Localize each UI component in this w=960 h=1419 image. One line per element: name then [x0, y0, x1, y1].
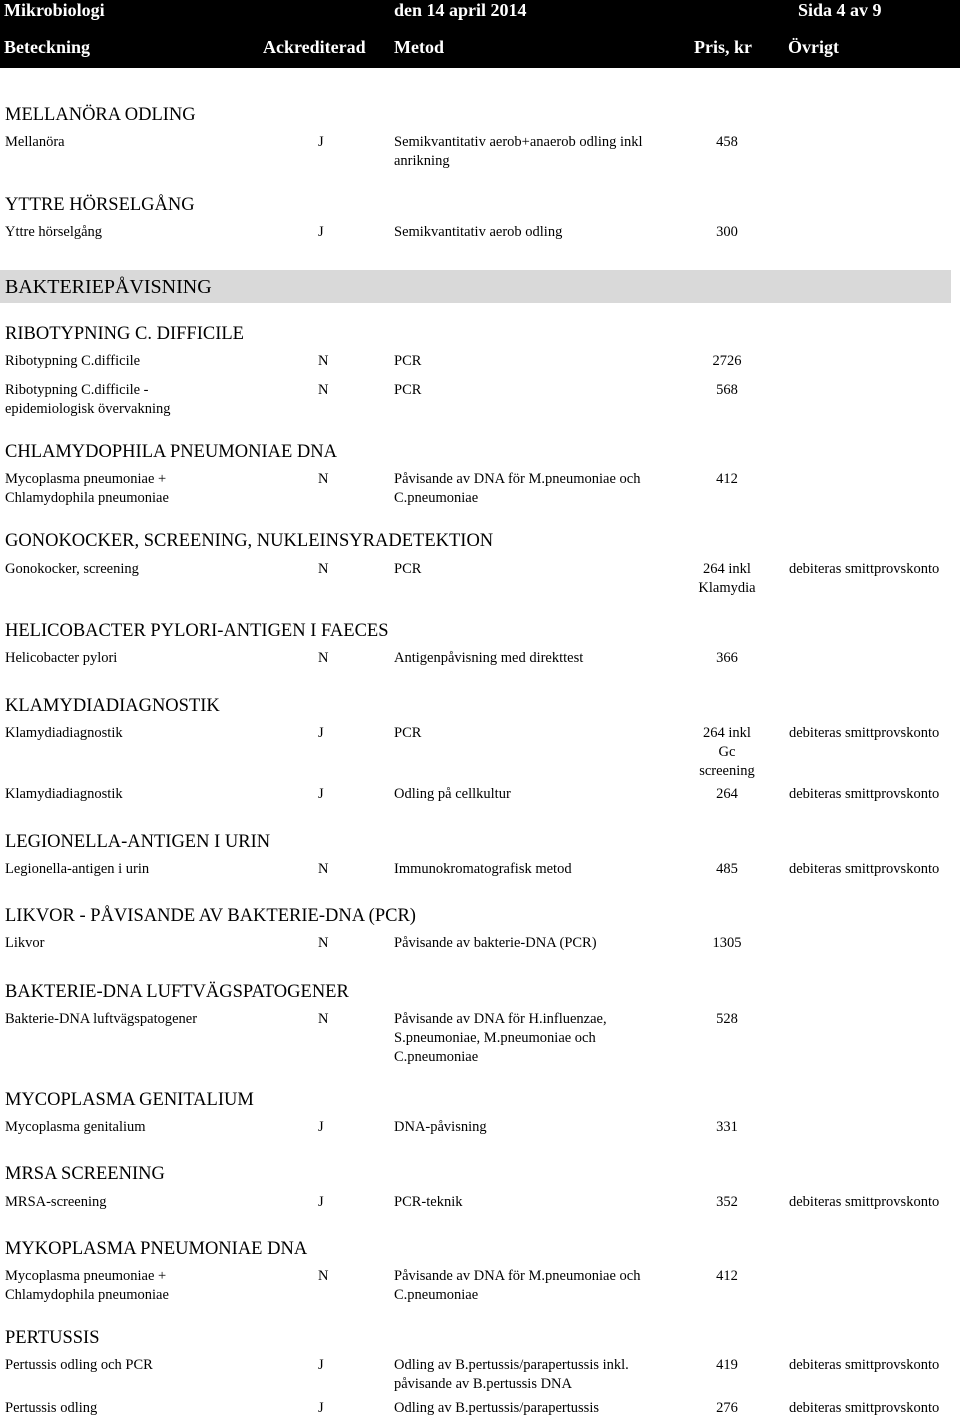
accredited-flag: J: [318, 725, 324, 741]
method-text: Semikvantitativ aerob+anaerob odling inkl anrikning: [394, 134, 643, 169]
column-header-pris: Pris, kr: [694, 37, 752, 57]
accredited-flag: J: [318, 134, 324, 150]
price-value: 276: [716, 1400, 738, 1416]
accredited-flag: J: [318, 1119, 324, 1135]
price-value: 264 inkl Klamydia: [698, 561, 756, 596]
column-header-beteckning: Beteckning: [4, 37, 91, 57]
analysis-name: MRSA-screening: [5, 1194, 107, 1210]
section-title: RIBOTYPNING C. DIFFICILE: [5, 324, 244, 344]
price-value: 458: [716, 134, 738, 150]
page-number: Sida 4 av 9: [798, 0, 882, 20]
method-text: Odling av B.pertussis/parapertussis inkl. påvisande av B.pertussis DNA: [394, 1357, 629, 1392]
analysis-name: Klamydiadiagnostik: [5, 725, 123, 741]
note-text: debiteras smittprovskonto: [789, 725, 940, 741]
price-value: 485: [716, 861, 738, 877]
method-text: Antigenpåvisning med direkttest: [394, 650, 584, 666]
accredited-flag: N: [318, 1268, 329, 1284]
method-text: Odling på cellkultur: [394, 786, 511, 802]
analysis-name: Pertussis odling och PCR: [5, 1357, 153, 1373]
accredited-flag: J: [318, 786, 324, 802]
section-title: YTTRE HÖRSELGÅNG: [5, 195, 195, 215]
analysis-name: Ribotypning C.difficile: [5, 353, 141, 369]
price-value: 528: [716, 1011, 738, 1027]
section-title: CHLAMYDOPHILA PNEUMONIAE DNA: [5, 442, 337, 462]
section-title: BAKTERIE-DNA LUFTVÄGSPATOGENER: [5, 982, 349, 1002]
method-text: Påvisande av bakterie-DNA (PCR): [394, 935, 597, 951]
column-header-metod: Metod: [394, 37, 444, 57]
price-value: 331: [716, 1119, 738, 1135]
section-title: PERTUSSIS: [5, 1328, 100, 1348]
price-value: 2726: [712, 353, 742, 369]
section-title: MYCOPLASMA GENITALIUM: [5, 1090, 254, 1110]
note-text: debiteras smittprovskonto: [789, 1400, 940, 1416]
column-header-ovrigt: Övrigt: [788, 37, 839, 57]
method-text: Semikvantitativ aerob odling: [394, 224, 563, 240]
analysis-name: Likvor: [5, 935, 45, 951]
section-title: MYKOPLASMA PNEUMONIAE DNA: [5, 1239, 308, 1259]
price-value: 264 inkl Gc screening: [699, 725, 755, 779]
column-header-ackrediterad: Ackrediterad: [263, 37, 366, 57]
price-value: 419: [716, 1357, 738, 1373]
accredited-flag: N: [318, 861, 329, 877]
price-value: 300: [716, 224, 738, 240]
analysis-name: Mycoplasma genitalium: [5, 1119, 146, 1135]
price-value: 412: [716, 1268, 738, 1284]
analysis-name: Mellanöra: [5, 134, 65, 150]
method-text: Påvisande av DNA för H.influenzae, S.pneumoniae, M.pneumoniae och C.pneumoniae: [394, 1011, 607, 1065]
note-text: debiteras smittprovskonto: [789, 1194, 940, 1210]
accredited-flag: J: [318, 1400, 324, 1416]
accredited-flag: N: [318, 561, 329, 577]
method-text: DNA-påvisning: [394, 1119, 487, 1135]
accredited-flag: N: [318, 935, 329, 951]
analysis-name: Gonokocker, screening: [5, 561, 139, 577]
section-title: LIKVOR - PÅVISANDE AV BAKTERIE-DNA (PCR): [5, 906, 416, 926]
note-text: debiteras smittprovskonto: [789, 786, 940, 802]
note-text: debiteras smittprovskonto: [789, 1357, 940, 1373]
section-title: MRSA SCREENING: [5, 1164, 165, 1184]
method-text: Immunokromatografisk metod: [394, 861, 572, 877]
accredited-flag: N: [318, 382, 329, 398]
method-text: Odling av B.pertussis/parapertussis: [394, 1400, 599, 1416]
price-value: 366: [716, 650, 738, 666]
method-text: PCR: [394, 353, 422, 369]
section-title: KLAMYDIADIAGNOSTIK: [5, 696, 220, 716]
note-text: debiteras smittprovskonto: [789, 861, 940, 877]
analysis-name: Pertussis odling: [5, 1400, 98, 1416]
document-date: den 14 april 2014: [394, 0, 527, 20]
document-title: Mikrobiologi: [4, 0, 105, 20]
analysis-name: Mycoplasma pneumoniae + Chlamydophila pneumoniae: [5, 1268, 169, 1303]
accredited-flag: J: [318, 1194, 324, 1210]
analysis-name: Mycoplasma pneumoniae + Chlamydophila pneumoniae: [5, 471, 169, 506]
accredited-flag: N: [318, 1011, 329, 1027]
page-header: [0, 0, 960, 68]
price-value: 412: [716, 471, 738, 487]
method-text: Påvisande av DNA för M.pneumoniae och C.pneumoniae: [394, 471, 641, 506]
analysis-name: Helicobacter pylori: [5, 650, 118, 666]
analysis-name: Legionella-antigen i urin: [5, 861, 150, 877]
accredited-flag: N: [318, 471, 329, 487]
accredited-flag: N: [318, 650, 329, 666]
section-title: LEGIONELLA-ANTIGEN I URIN: [5, 832, 271, 852]
note-text: debiteras smittprovskonto: [789, 561, 940, 577]
analysis-name: Klamydiadiagnostik: [5, 786, 123, 802]
category-title: BAKTERIEPÅVISNING: [5, 276, 212, 298]
method-text: PCR-teknik: [394, 1194, 463, 1210]
method-text: Påvisande av DNA för M.pneumoniae och C.pneumoniae: [394, 1268, 641, 1303]
analysis-name: Ribotypning C.difficile - epidemiologisk övervakning: [5, 382, 171, 417]
method-text: PCR: [394, 725, 422, 741]
method-text: PCR: [394, 561, 422, 577]
accredited-flag: J: [318, 224, 324, 240]
price-value: 1305: [712, 935, 742, 951]
price-value: 568: [716, 382, 738, 398]
price-value: 352: [716, 1194, 738, 1210]
accredited-flag: J: [318, 1357, 324, 1373]
section-title: HELICOBACTER PYLORI-ANTIGEN I FAECES: [5, 621, 389, 641]
section-title: MELLANÖRA ODLING: [5, 105, 196, 125]
method-text: PCR: [394, 382, 422, 398]
price-value: 264: [716, 786, 738, 802]
category-banner: [0, 270, 951, 303]
analysis-name: Yttre hörselgång: [5, 224, 103, 240]
analysis-name: Bakterie-DNA luftvägspatogener: [5, 1011, 198, 1027]
section-title: GONOKOCKER, SCREENING, NUKLEINSYRADETEKTION: [5, 531, 494, 551]
accredited-flag: N: [318, 353, 329, 369]
